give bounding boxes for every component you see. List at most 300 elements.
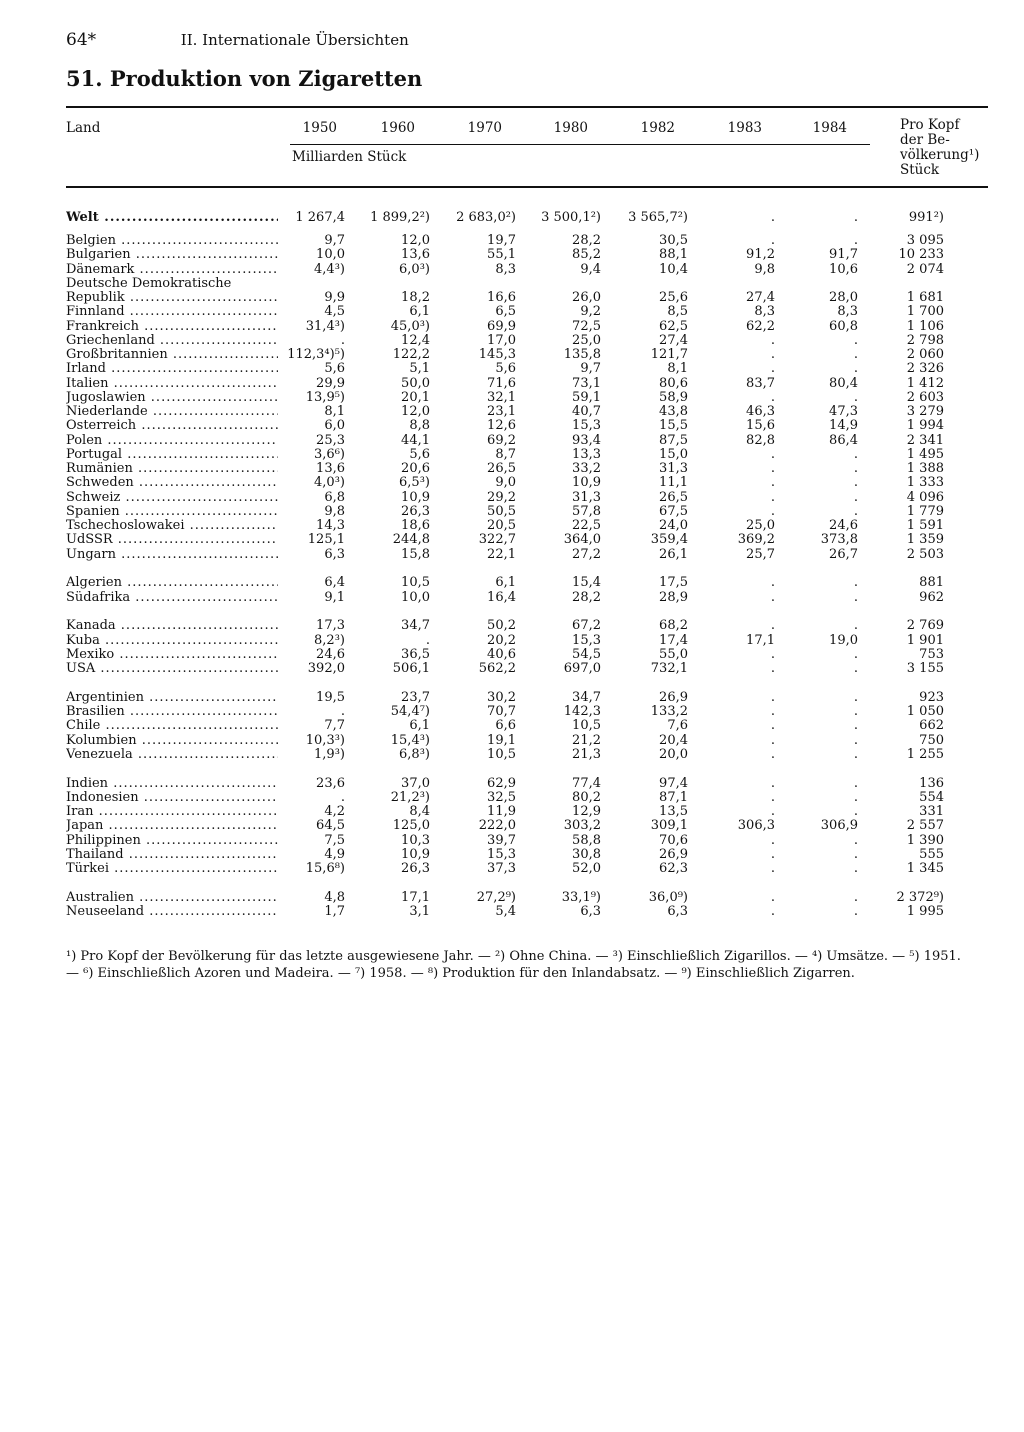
value-cell: 145,3 bbox=[478, 347, 516, 362]
value-cell: 6,6 bbox=[495, 718, 516, 734]
value-cell: 80,2 bbox=[572, 789, 601, 805]
value-cell: . bbox=[853, 704, 858, 719]
value-cell: . bbox=[853, 446, 858, 462]
value-cell: 125,1 bbox=[307, 532, 345, 548]
value-cell: 306,9 bbox=[820, 818, 858, 834]
value-cell: . bbox=[770, 589, 775, 605]
value-cell: 3,6⁶) bbox=[314, 446, 345, 462]
value-cell: 112,3⁴)⁵) bbox=[287, 347, 345, 362]
value-cell: 25,0 bbox=[572, 332, 601, 348]
value-cell: . bbox=[770, 904, 775, 919]
country-name: Griechenland ..... bbox=[66, 334, 278, 348]
value-cell: 9,8 bbox=[324, 503, 345, 519]
table-row bbox=[0, 405, 1024, 419]
value-cell: . bbox=[770, 861, 775, 876]
value-cell: 8,5 bbox=[667, 304, 688, 320]
value-cell: 10,4 bbox=[659, 261, 688, 277]
value-cell: 22,5 bbox=[572, 518, 601, 533]
pro-kopf-cell: 2 326 bbox=[906, 361, 944, 377]
value-cell: . bbox=[770, 475, 775, 491]
value-cell: . bbox=[770, 446, 775, 462]
value-cell: 13,3 bbox=[572, 446, 601, 462]
value-cell: 80,6 bbox=[659, 375, 688, 391]
country-name: Südafrika ..... bbox=[66, 591, 278, 605]
value-cell: 6,1 bbox=[409, 304, 430, 320]
value-cell: 20,6 bbox=[401, 461, 430, 476]
pro-kopf-cell: 4 096 bbox=[906, 489, 944, 505]
value-cell: 10,6 bbox=[829, 261, 858, 277]
value-cell: 12,6 bbox=[487, 418, 516, 434]
footnote-line: ¹) Pro Kopf der Bevölkerung für das letzte ausgewiesene Jahr. — ²) Ohne China. — ³) Einschließlich Zigarillos. — ⁴) Umsätze. — ⁵) 1951. bbox=[66, 949, 961, 964]
value-cell: 69,2 bbox=[487, 432, 516, 448]
value-cell: . bbox=[340, 704, 345, 719]
value-cell: 31,4³) bbox=[305, 318, 345, 334]
country-name: Niederlande ..... bbox=[66, 405, 278, 419]
value-cell: 26,5 bbox=[659, 489, 688, 505]
value-cell: 47,3 bbox=[829, 404, 858, 419]
value-cell: 322,7 bbox=[478, 532, 516, 548]
table-row bbox=[0, 305, 1024, 319]
value-cell: 20,5 bbox=[487, 518, 516, 533]
country-name: Philippinen ..... bbox=[66, 834, 278, 848]
table-row bbox=[0, 448, 1024, 462]
value-cell: 1,9³) bbox=[314, 746, 345, 762]
table-row bbox=[0, 634, 1024, 648]
value-cell: 8,7 bbox=[495, 446, 516, 462]
value-cell: 12,9 bbox=[572, 804, 601, 819]
value-cell: 1,7 bbox=[324, 904, 345, 919]
value-cell: . bbox=[853, 789, 858, 805]
value-cell: 62,9 bbox=[487, 775, 516, 791]
country-name: Welt ..... bbox=[66, 211, 278, 225]
pro-kopf-cell: 136 bbox=[919, 775, 944, 791]
value-cell: 17,0 bbox=[487, 332, 516, 348]
value-cell: 392,0 bbox=[307, 661, 345, 676]
country-name: Algerien ..... bbox=[66, 576, 278, 590]
value-cell: 7,6 bbox=[667, 718, 688, 734]
pro-kopf-cell: 1 681 bbox=[906, 290, 944, 305]
value-cell: 28,9 bbox=[659, 589, 688, 605]
value-cell: 50,2 bbox=[487, 618, 516, 634]
value-cell: . bbox=[770, 746, 775, 762]
table-row bbox=[0, 505, 1024, 519]
table-row bbox=[0, 748, 1024, 762]
table-row bbox=[0, 434, 1024, 448]
value-cell: 70,7 bbox=[487, 704, 516, 719]
pro-kopf-cell: 1 388 bbox=[906, 461, 944, 476]
value-cell: 5,4 bbox=[495, 904, 516, 919]
value-cell: 6,4 bbox=[324, 575, 345, 591]
value-cell: 58,9 bbox=[659, 389, 688, 405]
value-cell: 57,8 bbox=[572, 503, 601, 519]
country-name: Argentinien ..... bbox=[66, 691, 278, 705]
value-cell: 30,5 bbox=[659, 233, 688, 248]
pro-kopf-cell: 750 bbox=[919, 732, 944, 748]
value-cell: . bbox=[853, 718, 858, 734]
table-row bbox=[0, 777, 1024, 791]
value-cell: 33,1⁹) bbox=[561, 889, 601, 905]
value-cell: 20,2 bbox=[487, 632, 516, 648]
table-row bbox=[0, 862, 1024, 876]
pro-kopf-cell: 923 bbox=[919, 689, 944, 705]
pro-kopf-line: der Be- bbox=[900, 132, 950, 148]
value-cell: 6,3 bbox=[324, 546, 345, 562]
country-name: Thailand ..... bbox=[66, 848, 278, 862]
table-row bbox=[0, 734, 1024, 748]
value-cell: 306,3 bbox=[737, 818, 775, 834]
table-row bbox=[0, 419, 1024, 433]
value-cell: 373,8 bbox=[820, 532, 858, 548]
table-row bbox=[0, 476, 1024, 490]
country-name: Portugal ..... bbox=[66, 448, 278, 462]
value-cell: 26,9 bbox=[659, 846, 688, 862]
value-cell: . bbox=[770, 846, 775, 862]
value-cell: 6,8 bbox=[324, 489, 345, 505]
value-cell: 60,8 bbox=[829, 318, 858, 334]
value-cell: . bbox=[770, 732, 775, 748]
pro-kopf-line: Stück bbox=[900, 162, 940, 178]
value-cell: . bbox=[770, 889, 775, 905]
column-header-year: 1970 bbox=[467, 120, 502, 136]
value-cell: 23,6 bbox=[316, 775, 345, 791]
value-cell: 91,7 bbox=[829, 247, 858, 263]
pro-kopf-line: völkerung¹) bbox=[900, 147, 980, 163]
value-cell: . bbox=[853, 846, 858, 862]
value-cell: 5,6 bbox=[324, 361, 345, 377]
value-cell: 52,0 bbox=[572, 861, 601, 876]
pro-kopf-cell: 1 901 bbox=[906, 632, 944, 648]
value-cell: 13,6 bbox=[316, 461, 345, 476]
table-row bbox=[0, 248, 1024, 262]
country-name: Belgien ..... bbox=[66, 234, 278, 248]
pro-kopf-cell: 1 333 bbox=[906, 475, 944, 491]
value-cell: 125,0 bbox=[392, 818, 430, 834]
value-cell: . bbox=[853, 210, 858, 225]
value-cell: 50,0 bbox=[401, 375, 430, 391]
table-row bbox=[0, 320, 1024, 334]
pro-kopf-line: Pro Kopf bbox=[900, 117, 960, 133]
value-cell: 26,9 bbox=[659, 689, 688, 705]
table-row bbox=[0, 211, 1024, 225]
value-cell: . bbox=[853, 732, 858, 748]
value-cell: 27,2 bbox=[572, 546, 601, 562]
value-cell: 15,3 bbox=[572, 418, 601, 434]
value-cell: 732,1 bbox=[650, 661, 688, 676]
value-cell: 10,3³) bbox=[305, 732, 345, 748]
value-cell: 30,8 bbox=[572, 846, 601, 862]
value-cell: 18,2 bbox=[401, 290, 430, 305]
value-cell: 29,9 bbox=[316, 375, 345, 391]
value-cell: 122,2 bbox=[392, 347, 430, 362]
value-cell: 9,7 bbox=[324, 233, 345, 248]
column-header-year: 1980 bbox=[553, 120, 588, 136]
value-cell: . bbox=[853, 332, 858, 348]
country-name: Republik ..... bbox=[66, 291, 278, 305]
value-cell: 24,6 bbox=[316, 646, 345, 662]
value-cell: 50,5 bbox=[487, 503, 516, 519]
country-name: Österreich ..... bbox=[66, 419, 278, 433]
value-cell: . bbox=[853, 503, 858, 519]
pro-kopf-cell: 331 bbox=[919, 804, 944, 819]
value-cell: 6,8³) bbox=[399, 746, 430, 762]
pro-kopf-cell: 1 495 bbox=[906, 446, 944, 462]
value-cell: 133,2 bbox=[650, 704, 688, 719]
country-name: Schweiz ..... bbox=[66, 491, 278, 505]
column-header-year: 1984 bbox=[812, 120, 847, 136]
value-cell: . bbox=[853, 618, 858, 634]
value-cell: 10,5 bbox=[572, 718, 601, 734]
value-cell: . bbox=[853, 689, 858, 705]
value-cell: 64,5 bbox=[316, 818, 345, 834]
country-name: Frankreich ..... bbox=[66, 320, 278, 334]
value-cell: 26,3 bbox=[401, 503, 430, 519]
value-cell: 28,2 bbox=[572, 589, 601, 605]
unit-label: Milliarden Stück bbox=[292, 149, 407, 165]
value-cell: 93,4 bbox=[572, 432, 601, 448]
value-cell: . bbox=[853, 233, 858, 248]
pro-kopf-cell: 2 341 bbox=[906, 432, 944, 448]
value-cell: 121,7 bbox=[650, 347, 688, 362]
value-cell: 91,2 bbox=[746, 247, 775, 263]
table-row bbox=[0, 805, 1024, 819]
table-row bbox=[0, 848, 1024, 862]
value-cell: 8,3 bbox=[837, 304, 858, 320]
table-row bbox=[0, 277, 1024, 291]
value-cell: 25,0 bbox=[746, 518, 775, 533]
footnote-line: — ⁶) Einschließlich Azoren und Madeira. — ⁷) 1958. — ⁸) Produktion für den Inlandabsatz. — ⁹) Einschließlich Zigarren. bbox=[66, 966, 855, 981]
value-cell: 506,1 bbox=[392, 661, 430, 676]
value-cell: 562,2 bbox=[478, 661, 516, 676]
value-cell: 17,3 bbox=[316, 618, 345, 634]
value-cell: 31,3 bbox=[572, 489, 601, 505]
country-name: Iran ..... bbox=[66, 805, 278, 819]
value-cell: . bbox=[770, 718, 775, 734]
pro-kopf-cell: 555 bbox=[919, 846, 944, 862]
value-cell: 6,1 bbox=[495, 575, 516, 591]
value-cell: 25,6 bbox=[659, 290, 688, 305]
value-cell: 10,0 bbox=[316, 247, 345, 263]
value-cell: 13,9⁵) bbox=[305, 389, 345, 405]
value-cell: . bbox=[853, 347, 858, 362]
table-row bbox=[0, 891, 1024, 905]
value-cell: 20,0 bbox=[659, 746, 688, 762]
value-cell: 20,1 bbox=[401, 389, 430, 405]
value-cell: 2 683,0²) bbox=[456, 210, 516, 225]
value-cell: 82,8 bbox=[746, 432, 775, 448]
value-cell: 54,4⁷) bbox=[390, 704, 430, 719]
value-cell: . bbox=[770, 361, 775, 377]
pro-kopf-cell: 662 bbox=[919, 718, 944, 734]
value-cell: 26,1 bbox=[659, 546, 688, 562]
value-cell: 6,0 bbox=[324, 418, 345, 434]
country-name: Japan ..... bbox=[66, 819, 278, 833]
value-cell: 5,6 bbox=[495, 361, 516, 377]
value-cell: 62,3 bbox=[659, 861, 688, 876]
value-cell: . bbox=[770, 704, 775, 719]
pro-kopf-cell: 1 591 bbox=[906, 518, 944, 533]
value-cell: 4,9 bbox=[324, 846, 345, 862]
value-cell: 4,5 bbox=[324, 304, 345, 320]
value-cell: 22,1 bbox=[487, 546, 516, 562]
value-cell: . bbox=[770, 389, 775, 405]
value-cell: 7,5 bbox=[324, 832, 345, 848]
column-header-year: 1950 bbox=[302, 120, 337, 136]
pro-kopf-cell: 1 106 bbox=[906, 318, 944, 334]
value-cell: . bbox=[770, 210, 775, 225]
value-cell: 33,2 bbox=[572, 461, 601, 476]
value-cell: . bbox=[853, 489, 858, 505]
value-cell: . bbox=[853, 361, 858, 377]
header-rule bbox=[66, 186, 988, 188]
value-cell: 21,2³) bbox=[390, 789, 430, 805]
country-name: Finnland ..... bbox=[66, 305, 278, 319]
value-cell: 369,2 bbox=[737, 532, 775, 548]
value-cell: 8,1 bbox=[324, 404, 345, 419]
value-cell: 222,0 bbox=[478, 818, 516, 834]
value-cell: 9,2 bbox=[580, 304, 601, 320]
value-cell: 6,0³) bbox=[399, 261, 430, 277]
country-name: Ungarn ..... bbox=[66, 548, 278, 562]
value-cell: 17,1 bbox=[401, 889, 430, 905]
pro-kopf-cell: 2 503 bbox=[906, 546, 944, 562]
value-cell: 4,8 bbox=[324, 889, 345, 905]
country-name: Mexiko ..... bbox=[66, 648, 278, 662]
pro-kopf-cell: 3 095 bbox=[906, 233, 944, 248]
table-row bbox=[0, 719, 1024, 733]
value-cell: 46,3 bbox=[746, 404, 775, 419]
value-cell: 8,3 bbox=[754, 304, 775, 320]
table-row bbox=[0, 576, 1024, 590]
pro-kopf-cell: 2 372⁹) bbox=[896, 889, 944, 905]
value-cell: 55,0 bbox=[659, 646, 688, 662]
value-cell: . bbox=[853, 904, 858, 919]
country-name: USA ..... bbox=[66, 662, 278, 676]
value-cell: . bbox=[853, 661, 858, 676]
value-cell: 45,0³) bbox=[390, 318, 430, 334]
value-cell: . bbox=[770, 618, 775, 634]
value-cell: . bbox=[425, 632, 430, 648]
value-cell: 37,3 bbox=[487, 861, 516, 876]
value-cell: 54,5 bbox=[572, 646, 601, 662]
value-cell: 43,8 bbox=[659, 404, 688, 419]
value-cell: 34,7 bbox=[572, 689, 601, 705]
value-cell: . bbox=[770, 832, 775, 848]
value-cell: . bbox=[770, 789, 775, 805]
table-row bbox=[0, 334, 1024, 348]
table-row bbox=[0, 905, 1024, 919]
value-cell: 4,2 bbox=[324, 804, 345, 819]
country-name: UdSSR ..... bbox=[66, 533, 278, 547]
value-cell: . bbox=[770, 775, 775, 791]
table-row bbox=[0, 291, 1024, 305]
value-cell: 25,7 bbox=[746, 546, 775, 562]
value-cell: 697,0 bbox=[563, 661, 601, 676]
value-cell: 19,0 bbox=[829, 632, 858, 648]
country-name: Kolumbien ..... bbox=[66, 734, 278, 748]
value-cell: 58,8 bbox=[572, 832, 601, 848]
value-cell: 69,9 bbox=[487, 318, 516, 334]
value-cell: 309,1 bbox=[650, 818, 688, 834]
value-cell: 5,6 bbox=[409, 446, 430, 462]
value-cell: 15,3 bbox=[572, 632, 601, 648]
value-cell: 26,0 bbox=[572, 290, 601, 305]
value-cell: 8,8 bbox=[409, 418, 430, 434]
value-cell: 72,5 bbox=[572, 318, 601, 334]
value-cell: 25,3 bbox=[316, 432, 345, 448]
table-row bbox=[0, 834, 1024, 848]
value-cell: 15,6⁸) bbox=[305, 861, 345, 876]
country-name: Irland ..... bbox=[66, 362, 278, 376]
table-row bbox=[0, 519, 1024, 533]
value-cell: 39,7 bbox=[487, 832, 516, 848]
value-cell: 12,0 bbox=[401, 404, 430, 419]
value-cell: 10,9 bbox=[401, 489, 430, 505]
value-cell: 30,2 bbox=[487, 689, 516, 705]
country-name: Dänemark ..... bbox=[66, 263, 278, 277]
value-cell: 14,3 bbox=[316, 518, 345, 533]
table-row bbox=[0, 619, 1024, 633]
pro-kopf-cell: 2 074 bbox=[906, 261, 944, 277]
value-cell: 26,3 bbox=[401, 861, 430, 876]
value-cell: 10,9 bbox=[401, 846, 430, 862]
value-cell: . bbox=[340, 789, 345, 805]
value-cell: 9,9 bbox=[324, 290, 345, 305]
value-cell: 4,0³) bbox=[314, 475, 345, 491]
table-title: 51. Produktion von Zigaretten bbox=[66, 66, 423, 91]
value-cell: 19,7 bbox=[487, 233, 516, 248]
value-cell: . bbox=[853, 589, 858, 605]
table-row bbox=[0, 362, 1024, 376]
value-cell: 80,4 bbox=[829, 375, 858, 391]
table-row bbox=[0, 263, 1024, 277]
value-cell: 87,1 bbox=[659, 789, 688, 805]
country-name: Indien ..... bbox=[66, 777, 278, 791]
value-cell: 32,1 bbox=[487, 389, 516, 405]
value-cell: 73,1 bbox=[572, 375, 601, 391]
value-cell: 17,1 bbox=[746, 632, 775, 648]
value-cell: 10,9 bbox=[572, 475, 601, 491]
pro-kopf-cell: 1 359 bbox=[906, 532, 944, 548]
value-cell: 16,6 bbox=[487, 290, 516, 305]
country-name: Jugoslawien ..... bbox=[66, 391, 278, 405]
value-cell: 59,1 bbox=[572, 389, 601, 405]
value-cell: 16,4 bbox=[487, 589, 516, 605]
value-cell: 32,5 bbox=[487, 789, 516, 805]
pro-kopf-cell: 1 345 bbox=[906, 861, 944, 876]
value-cell: 15,5 bbox=[659, 418, 688, 434]
value-cell: 15,3 bbox=[487, 846, 516, 862]
value-cell: 36,5 bbox=[401, 646, 430, 662]
value-cell: . bbox=[853, 861, 858, 876]
pro-kopf-cell: 881 bbox=[919, 575, 944, 591]
value-cell: . bbox=[853, 646, 858, 662]
value-cell: 15,0 bbox=[659, 446, 688, 462]
value-cell: 12,0 bbox=[401, 233, 430, 248]
value-cell: 364,0 bbox=[563, 532, 601, 548]
table-row bbox=[0, 691, 1024, 705]
country-name: Brasilien ..... bbox=[66, 705, 278, 719]
table-row bbox=[0, 533, 1024, 547]
value-cell: . bbox=[770, 489, 775, 505]
value-cell: . bbox=[853, 575, 858, 591]
value-cell: 62,5 bbox=[659, 318, 688, 334]
pro-kopf-cell: 2 603 bbox=[906, 389, 944, 405]
table-row bbox=[0, 391, 1024, 405]
value-cell: 36,0⁹) bbox=[648, 889, 688, 905]
value-cell: 20,4 bbox=[659, 732, 688, 748]
pro-kopf-cell: 1 412 bbox=[906, 375, 944, 391]
value-cell: 23,1 bbox=[487, 404, 516, 419]
